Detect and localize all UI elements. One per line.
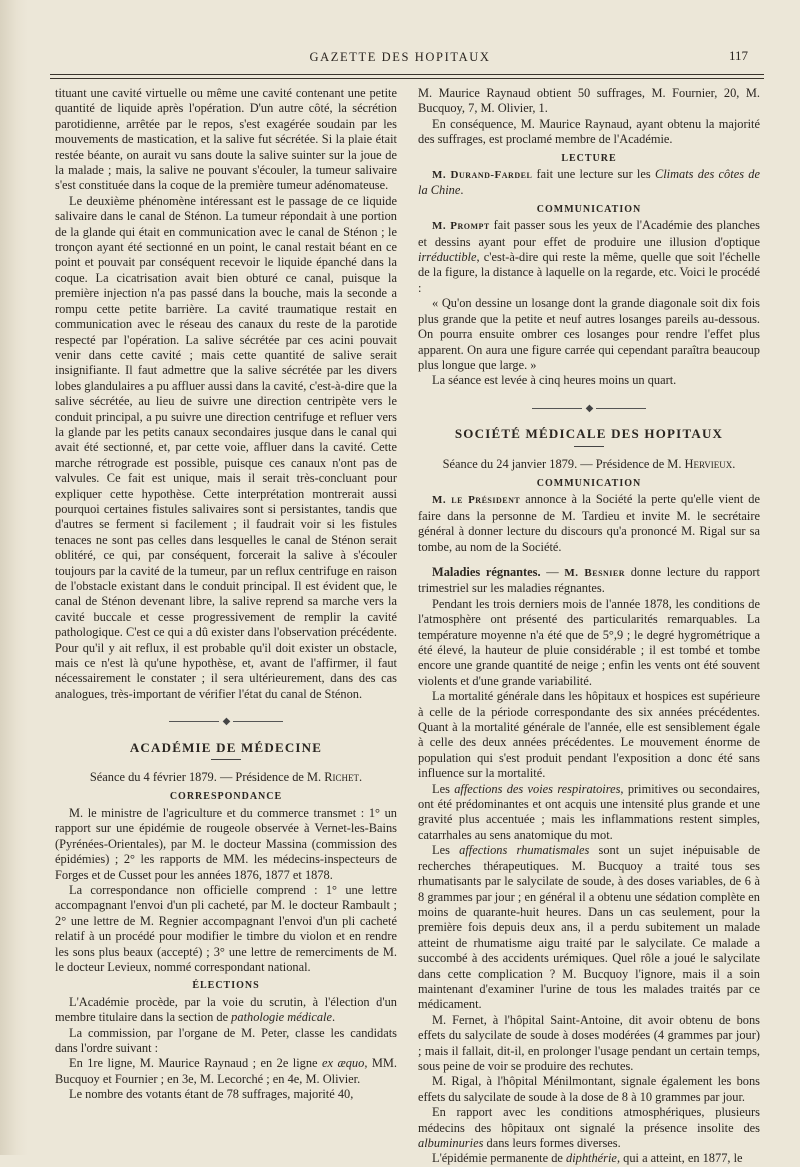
paragraph: M. le Président annonce à la Société la perte qu'elle vient de faire dans la personne de M. Tardieu et invite M. le secrétaire général à donner lecture du discours qu'a prononcé M. Rigal sur sa tombe, au nom de la Société.	[418, 492, 760, 554]
paragraph: En conséquence, M. Maurice Raynaud, ayant obtenu la majorité des suffrages, est proclamé membre de l'Académie.	[418, 116, 760, 147]
paragraph: En rapport avec les conditions atmosphériques, plusieurs médecins des hôpitaux ont signalé la présence insolite des albuminuries dans leurs formes diverses.	[418, 1105, 760, 1150]
paragraph: M. Rigal, à l'hôpital Ménilmontant, signale également les bons effets du salycilate de soude à la dose de 8 à 10 grammes par jour.	[418, 1074, 760, 1104]
paragraph: La correspondance non officielle comprend : 1° une lettre accompagnant l'envoi d'un pli cacheté, par M. le docteur Rambault ; 2° une lettre de M. Regnier accompagnant l'envoi d'un pli cacheté relatif à un procédé pour modifier le timbre du violon et en rendre les sons plus beaux (accepté) ; 3° une lettre de remerciments de M. le docteur Levieux, nommé correspondant national.	[55, 882, 397, 974]
paragraph: M. Prompt fait passer sous les yeux de l'Académie des planches et dessins ayant pour effet de produire une illusion d'optique irréductible, c'est-à-dire qui reste la même, quelle que soit l'échelle de la figure, la distance à laquelle on la regarde, etc. Voici le procédé :	[418, 218, 760, 295]
session-line: Séance du 4 février 1879. — Présidence de M. Richet.	[89, 770, 363, 785]
section-separator: ◆	[418, 401, 760, 416]
subheading-communication: COMMUNICATION	[536, 477, 642, 489]
running-title: GAZETTE DES HOPITAUX	[309, 50, 491, 64]
title-rule	[574, 446, 604, 447]
left-column	[55, 86, 397, 1103]
page-edge-shadow	[0, 0, 28, 1155]
section-title-societe: SOCIÉTÉ MÉDICALE DES HOPITAUX	[454, 426, 724, 442]
subheading-correspondance: CORRESPONDANCE	[169, 791, 283, 803]
right-column	[418, 86, 760, 1167]
section-separator: ◆	[55, 714, 397, 729]
paragraph: Le deuxième phénomène intéressant est le passage de ce liquide salivaire dans le canal de Sténon. La tumeur répondait à une portion de la glande qui était en communication avec le canal de Sténon ; le tronçon ayant été sectionné en un point, le canal restait béant en ce point et pouvait par conséquent recevoir le liquide épanché dans la coque. La cicatrisation avait bien obturé ce canal, puisque la première injection n'a pas passé dans la bouche, mais la seconde a rompu cette petite barrière. La cavité traumatique restait en communication avec le réseau des canaux du reste de la parotide respecté par l'opération. La salive sécrétée par ces acini pouvait venir dans cette cavité ; mais cette quantité de salive serait insignifiante. Il faut admettre que la salive sécrétée par les divers lobes glandulaires a pu affluer aussi dans la cavité, c'est-à-dire que la salive sécrétée, au lieu de suivre une direction centripète vers le conduit principal, a pu suivre une direction centrifuge et refluer vers la glande par les petits canaux secondaires jusque dans le canal qui avait été sectionné, et, par cette voie, affluer dans la cavité. Cette marche rétrograde est possible, puisque ces canaux n'ont pas de valvules. Ce fait est unique, mais il serait très-concluant pour expliquer cette hypothèse. Cette interprétation montrerait aussi pourquoi certaines fistules salivaires sont si persistantes, tandis que d'autres se ferment si facilement ; il faudrait voir si les fistules tenaces ne sont pas celles dans lesquelles le canal de Sténon serait oblitéré, ce qui, par conséquent, forcerait la salive à s'écouler toujours par la cavité de la tumeur, par un reflux centrifuge en raison de l'obstacle existant dans le conduit principal. Il est évident que, le canal de Sténon devenant libre, la salive reprend sa marche vers la cavité buccale et cesse progressivement de remplir la cavité pathologique. C'est ce qui a dû exister dans l'observation précédente. Pour qu'il y ait reflux, il est probable qu'il doit exister un obstacle, mais ce n'est là qu'une hypothèse, et, avant de l'affirmer, il faut nécessairement le constater ; il sera ultérieurement, dans des cas analogues, très-important de vérifier l'état du canal de Sténon.	[55, 193, 397, 701]
paragraph: M. Fernet, à l'hôpital Saint-Antoine, dit avoir obtenu de bons effets du salycilate de soude à doses modérées (4 grammes par jour) ; mais il fallait, dit-il, en prolonger l'usage pendant un certain temps, sous peine de voir se produire des rechutes.	[418, 1012, 760, 1073]
subheading-communication: COMMUNICATION	[536, 203, 642, 215]
paragraph: M. Maurice Raynaud obtient 50 suffrages, M. Fournier, 20, M. Bucquoy, 7, M. Olivier, 1.	[418, 86, 760, 116]
page-number: 117	[728, 48, 748, 63]
paragraph: Pendant les trois derniers mois de l'année 1878, les conditions de l'atmosphère ont présenté des particularités remarquables. La température moyenne n'a été que de 5°,9 ; le degré hygrométrique a été élevé, la hauteur de pluie considérable ; il est tombé et tombe encore une grande quantité de neige ; enfin les vents ont été souvent violents et d'une grande variabilité.	[418, 596, 760, 688]
paragraph: La commission, par l'organe de M. Peter, classe les candidats dans l'ordre suivant :	[55, 1025, 397, 1055]
quote-paragraph: « Qu'on dessine un losange dont la grande diagonale soit dix fois plus grande que la petite et neuf autres losanges pareils au-dessous. On pourra ensuite ombrer ces losanges pour rendre l'effet plus apparent. On aura une figure carrée qui cependant paraîtra beaucoup plus longue que large. »	[418, 296, 760, 372]
paragraph: M. Durand-Fardel fait une lecture sur les Climats des côtes de la Chine.	[418, 167, 760, 198]
paragraph: Les affections rhumatismales sont un sujet inépuisable de recherches thérapeutiques. M. Bucquoy a traité tous ses rhumatisants par le salycilate de soude, à des doses variables, de 6 à 8 grammes par jour ; en général il a obtenu une sédation complète en moins de quarante-huit heures. Dans un cas seulement, pour la première fois depuis deux ans, il a perdu subitement un malade atteint de rhumatisme aigu traité par le salycilate. Ce malade a succombé à des accidents urémiques. Quel rôle a joué le salycilate dans cette complication ? M. Bucquoy l'ignore, mais il a soin maintenant d'examiner l'urine de tous les malades traités par ce médicament.	[418, 843, 760, 1012]
section-title-academie: ACADÉMIE DE MÉDECINE	[129, 739, 323, 755]
session-line: Séance du 24 janvier 1879. — Présidence de M. Hervieux.	[442, 456, 736, 471]
title-rule	[211, 759, 241, 760]
paragraph: La séance est levée à cinq heures moins un quart.	[432, 373, 677, 388]
paragraph: tituant une cavité virtuelle ou même une cavité contenant une petite quantité de liquide après l'opération. D'un autre côté, la sécrétion parotidienne, arrêtée par le repos, s'est exagérée soudain par les mouvements de mastication, et la salive fut sécrétée. Si la plaie était restée béante, on aurait vu sans doute la salive suinter sur la joue de la malade ; mais, la salive ne pouvant s'écouler, la tumeur salivaire s'est constituée dans la coque de la première tumeur adénomateuse.	[55, 86, 397, 193]
subheading-lecture: LECTURE	[561, 152, 617, 164]
paragraph: La mortalité générale dans les hôpitaux et hospices est supérieure à celle de la période correspondante des six années précédentes. Quant à la mortalité générale de l'année, elle est sensiblement égale à celle des deux années précédentes. Le mouvement énorme de population qui s'est produit pendant l'exposition a donc été sans influence sur la mortalité.	[418, 689, 760, 781]
paragraph: L'Académie procède, par la voie du scrutin, à l'élection d'un membre titulaire dans la section de pathologie médicale.	[55, 994, 397, 1025]
paragraph: Maladies régnantes. — M. Besnier donne lecture du rapport trimestriel sur les maladies régnantes.	[418, 564, 760, 596]
paragraph: Le nombre des votants étant de 78 suffrages, majorité 40,	[69, 1087, 354, 1102]
header-rule	[50, 74, 764, 75]
subheading-elections: ÉLECTIONS	[192, 980, 260, 992]
page-header	[40, 48, 760, 68]
paragraph: L'épidémie permanente de diphthérie, qui a atteint, en 1877, le	[432, 1151, 743, 1166]
paragraph: Les affections des voies respiratoires, primitives ou secondaires, ont été prédominantes et ont acquis une intensité plus grande et une gravité plus accentuée ; mais les inflammations restent simples, catarrhales au sens anatomique du mot.	[418, 781, 760, 842]
paragraph: M. le ministre de l'agriculture et du commerce transmet : 1° un rapport sur une épidémie de rougeole observée à Vernet-les-Bains (Pyrénées-Orientales), par M. le docteur Massina (commission des épidémies) ; 2° les rapports de MM. les médecins-inspecteurs de Forges et de Cusset pour les années 1876, 1877 et 1878.	[55, 805, 397, 882]
paragraph: En 1re ligne, M. Maurice Raynaud ; en 2e ligne ex æquo, MM. Bucquoy et Fournier ; en 3e, M. Lecorché ; en 4e, M. Olivier.	[55, 1056, 398, 1086]
header-rule-thin	[50, 78, 764, 79]
